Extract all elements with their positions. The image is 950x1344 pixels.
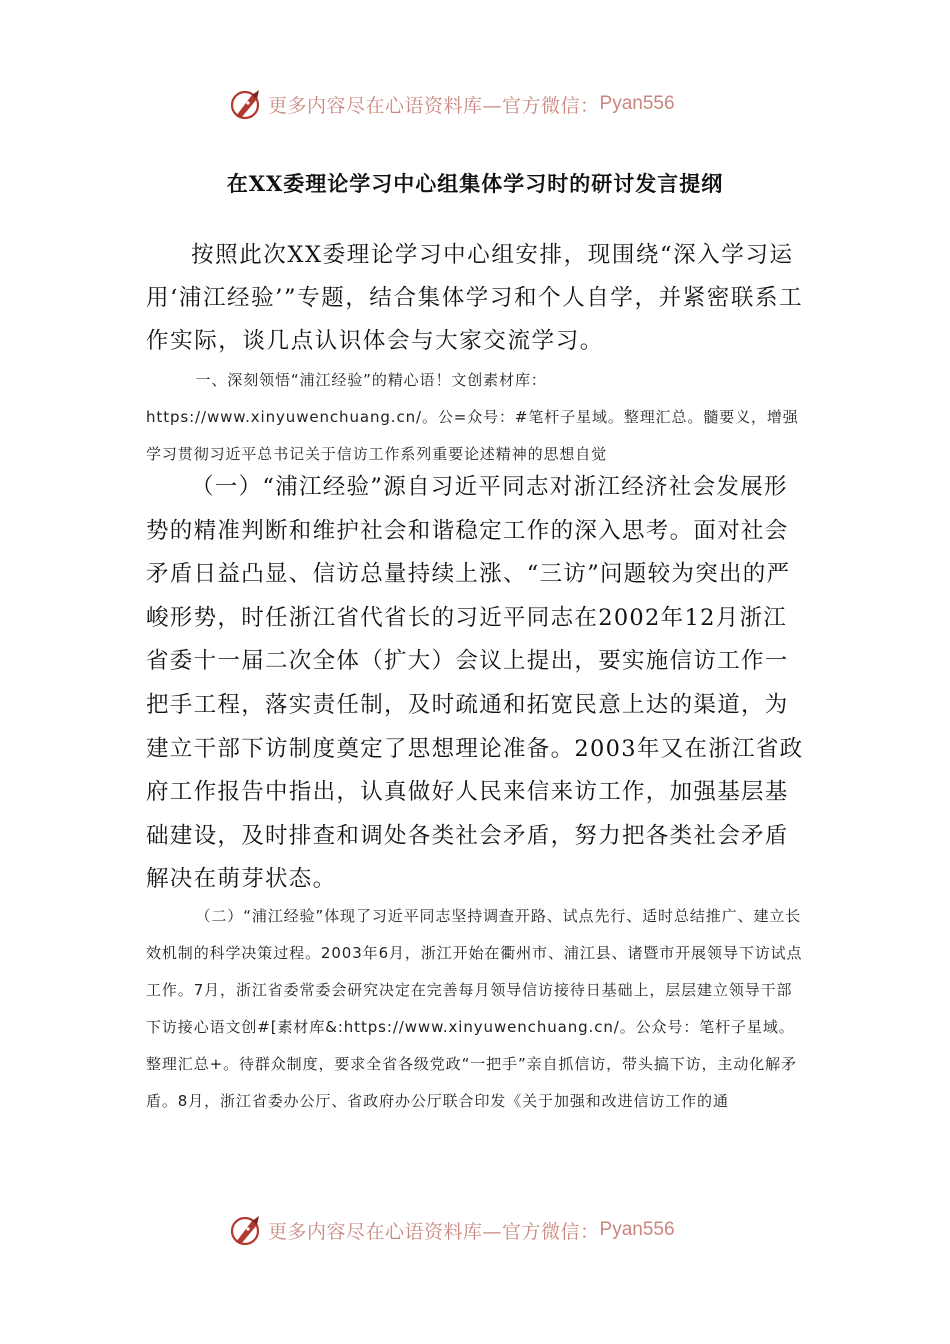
pen-nib-logo-icon bbox=[228, 86, 264, 122]
section-heading-1: 一、深刻领悟“浦江经验”的精心语！文创素材库：https://www.xinyuwenchuang.cn/。公=众号：#笔杆子星域。整理汇总。髓要义，增强学习贯彻习近平总书记关于信访工作系列重要论述精神的思想自觉 bbox=[146, 371, 799, 463]
banner-text: 更多内容尽在心语资料库—官方微信： bbox=[268, 1220, 600, 1243]
header-watermark bbox=[228, 84, 748, 124]
paragraph-2: （二）“浦江经验”体现了习近平同志坚持调查开路、试点先行、适时总结推广、建立长效机制的科学决策过程。2003年6月，浙江开始在衢州市、浦江县、诸暨市开展领导下访试点工作。7月，浙江省委常委会研究决定在完善每月领导信访接待日基础上，层层建立领导干部下访接心语文创#[素材库&:https://www.xinyuwenchuang.cn/。公众号：笔杆子星域。整理汇总+。待群众制度，要求全省各级党政“一把手”亲自抓信访，带头搞下访，主动化解矛盾。8月，浙江省委办公厅、省政府办公厅联合印发《关于加强和改进信访工作的通 bbox=[146, 907, 803, 1110]
banner-text: 更多内容尽在心语资料库—官方微信： bbox=[268, 94, 600, 117]
pen-nib-logo-icon bbox=[228, 1212, 264, 1248]
banner-wechat-id: Pyan556 bbox=[599, 93, 675, 114]
document-title: 在XX委理论学习中心组集体学习时的研讨发言提纲 bbox=[226, 171, 724, 196]
paragraph-1: （一）“浦江经验”源自习近平同志对浙江经济社会发展形势的精准判断和维护社会和谐稳定工作的深入思考。面对社会矛盾日益凸显、信访总量持续上涨、“三访”问题较为突出的严峻形势，时任浙江省代省长的习近平同志在2002年12月浙江省委十一届二次全体（扩大）会议上提出，要实施信访工作一把手工程，落实责任制，及时疏通和拓宽民意上达的渠道，为建立干部下访制度奠定了思想理论准备。2003年又在浙江省政府工作报告中指出，认真做好人民来信来访工作，加强基层基础建设，及时排查和调处各类社会矛盾，努力把各类社会矛盾解决在萌芽状态。 bbox=[146, 474, 804, 893]
lead-paragraph: 按照此次XX委理论学习中心组安排，现围绕“深入学习运用‘浦江经验’”专题，结合集体学习和个人自学，并紧密联系工作实际，谈几点认识体会与大家交流学习。 bbox=[146, 242, 804, 354]
banner-wechat-id: Pyan556 bbox=[599, 1219, 675, 1240]
footer-watermark bbox=[228, 1210, 748, 1250]
